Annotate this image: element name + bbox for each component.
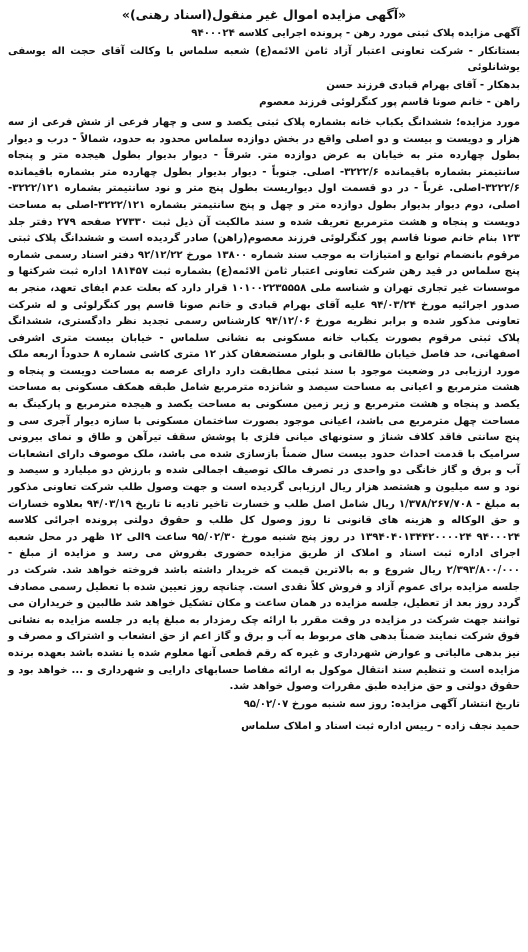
signature: حمید نجف زاده - رییس اداره ثبت اسناد و املاک سلماس <box>241 721 520 733</box>
mortgagor-line: راهن - خانم صونا قاسم پور کنگرلوئی فرزند معصوم <box>259 97 520 109</box>
publication-date: تاریخ انتشار آگهی مزایده: روز سه شنبه مورخ ۹۵/۰۲/۰۷ <box>243 698 520 710</box>
notice-title: «آگهی مزایده اموال غیر منقول(اسناد رهنی)» <box>121 7 407 22</box>
creditor-line: بستانکار - شرکت تعاونی اعتبار آزاد ثامن الائمه(ع) شعبه سلماس با وکالت آقای حجت اله یوسفی یوشانلوئی <box>8 45 520 74</box>
debtor-line: بدهکار - آقای بهرام قبادی فرزند حسن <box>326 79 520 91</box>
case-info: آگهی مزایده پلاک ثبتی مورد رهن - پرونده اجرایی کلاسه ۹۴۰۰۰۲۴ <box>191 28 520 39</box>
auction-details: مورد مزایده؛ ششدانگ یکباب خانه بشماره پلاک ثبتی یکصد و سی و چهار فرعی از شش فرعی از سه هزار و دویست و بیست و دو اصلی واقع در بخش دوازده سلماس محدود به حدود، شمالاً - درب و دیوار بطول چهارده متر به خیابان به عرض دوازده متر. شرقاً - دیوار بدیوار بطول هیجده متر و پنجاه سانتیمتر بشماره باقیمانده ۳۲۲۲/۶- اصلی. جنوباً - دیوار بدیوار بطول چهارده متر بشماره باقیمانده ۳۲۲۲/۶-اصلی. غرباً - در دو قسمت اول دیواریست بطول پنج متر و نود سانتیمتر بشماره ۳۲۲۲/۱۲۱-اصلی، دوم دیوار بدیوار بطول دوازده متر و چهل و پنج سانتیمتر بشماره ۳۲۲۲/۱۲۱-اصلی به مساحت دویست و پنجاه و هشت مترمربع تعریف شده و سند مالکیت آن ذیل ثبت ۲۷۳۳۰ صفحه ۲۷۹ دفتر جلد ۱۲۳ بنام خانم صونا قاسم پور کنگرلوئی فرزند معصوم(راهن) صادر گردیده است و ششدانگ پلاک ثبتی مرقوم بانضمام توابع و امتیازات به موجب سند شماره ۱۳۸۰۰ مورخ ۹۲/۱۲/۲۲ دفتر اسناد رسمی شماره پنج سلماس در قید رهن شرکت تعاونی اعتبار ثامن الائمه(ع) بشماره ثبت ۱۸۱۴۵۷ اداره ثبت شرکتها و موسسات غیر تجاری تهران و شناسه ملی ۱۰۱۰۰۲۲۳۵۵۵۸ قرار دارد که بعلت عدم ایفای تعهد، منجر به صدور اجرائیه مورخ ۹۴/۰۳/۲۴ علیه آقای بهرام قبادی و خانم صونا قاسم پور کنگرلوئی و له شرکت تعاونی مذکور شده و برابر نظریه مورخ ۹۴/۱۲/۰۶ کارشناس رسمی تجدید نظر دادگستری، ششدانگ پلاک ثبتی مرقوم بصورت یکباب خانه مسکونی به نشانی سلماس - خیابان بیست متری اشرفی اصفهانی، حد فاصل خیابان طالقانی و بلوار مستضعفان کذر ۱۲ متری کاشی شماره ۸ حدوداً اربعه ملک مورد ارزیابی در وضعیت موجود با سند ثبتی مطابقت دارد دارای عرصه به مساحت دویست و پنجاه و هشت مترمربع و اعیانی به مساحت سیصد و شانزده مترمربع شامل طبقه همکف مسکونی به مساحت یکصد و پنجاه و هشت مترمربع و زیر زمین مسکونی به مساحت یکصد و هیجده مترمربع و پارکینگ به مساحت چهل مترمربع می باشد، اعیانی موجود بصورت ساختمان مسکونی با سازه دیوار آجری سی و پنج سانتی فاقد کلاف شناژ و ستونهای میانی فلزی با پوشش سقف تیرآهن و طاق و نمای بیرونی سرامیک با قدمت احداث حدود بیست سال ضمناً بازسازی شده می باشد، ملک موصوف دارای انشعابات آب و برق و گاز خانگی دو واحدی در تصرف مالک توصیف اجمالی شده و بارزش دو میلیارد و سیصد و نود و سه میلیون و هشتصد هزار ریال ارزیابی گردیده است و جهت وصول طلب شرکت تعاونی مذکور به مبلغ - ۱/۳۷۸/۲۶۷/۷۰۸ ریال شامل اصل طلب و خسارت تاخیر تادیه تا تاریخ ۹۴/۰۳/۱۹ بعلاوه خسارات و حق الوکاله و هزینه های قانونی تا روز وصول کل طلب و حقوق دولتی پرونده اجرائی کلاسه ۹۴۰۰۰۲۴ ۱۳۹۴۰۴۰۱۳۴۴۲۰۰۰۰۲۴ در روز پنج شنبه مورخ ۹۵/۰۲/۳۰ ساعت ۹الی ۱۲ ظهر در محل شعبه اجرای اداره ثبت اسناد و املاک از طریق مزایده حضوری بفروش می رسد و مزایده از مبلغ - ۲/۳۹۳/۸۰۰/۰۰۰ ریال شروع و به بالاترین قیمت که خریدار داشته باشد فروخته خواهد شد. شرکت در جلسه مزایده برای عموم آزاد و فروش کلاً نقدی است. چنانچه روز تعیین شده با تعطیل رسمی مصادف گردد روز بعد از تعطیل، جلسه مزایده در همان ساعت و مکان تشکیل خواهد شد طالبین و خریداران می توانند جهت شرکت در مزایده در وقت مقرر با ارائه چک رمزدار به مبلغ پایه در جلسه مزایده به نشانی فوق شرکت نمایند ضمناً بدهی های مربوط به آب و برق و گاز اعم از حق انشعاب و اشتراک و مصرف و نیز بدهی مالیاتی و عوارض شهرداری و غیره که رقم قطعی آنها معلوم شده یا نشده باشد بعهده برنده مزایده است و تنظیم سند انتقال موکول به ارائه مفاصا حسابهای دارایی و شهرداری و ... خواهد بود و حقوق دولتی و حق مزایده طبق مقررات وصول خواهد شد. <box>8 116 521 693</box>
